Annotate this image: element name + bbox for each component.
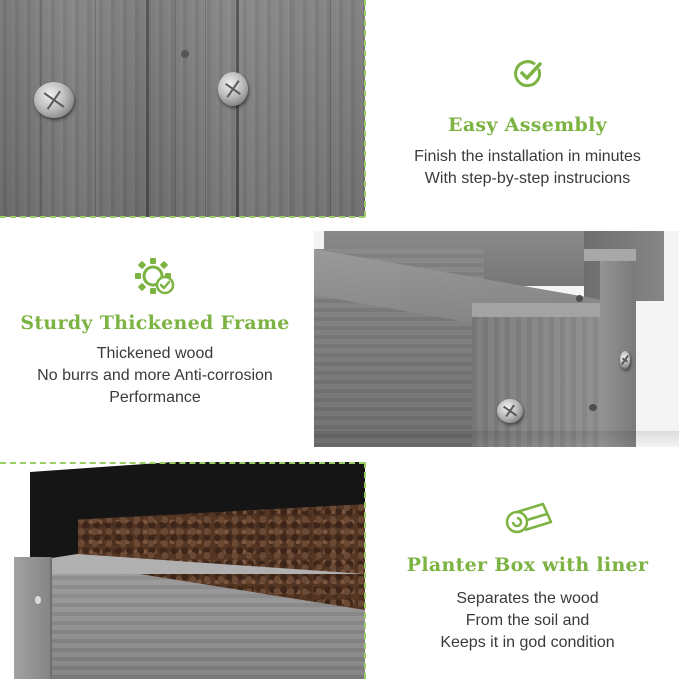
check-circle-icon: [512, 58, 544, 90]
feature-description-line: Separates the wood: [456, 590, 599, 607]
feature-description-line: Performance: [109, 389, 201, 406]
screw-icon: [218, 72, 248, 106]
gear-check-icon: [134, 256, 176, 296]
feature-title: Easy Assembly: [448, 114, 607, 136]
screw-icon: [34, 82, 74, 118]
feature-description-line: Thickened wood: [96, 345, 214, 362]
screw-icon: [497, 399, 523, 423]
feature-title: Planter Box with liner: [406, 554, 649, 576]
feature-description-line: No burrs and more Anti-corrosion: [37, 367, 273, 384]
feature-easy-assembly: [380, 58, 675, 190]
feature-description-line: Keeps it in god condition: [440, 634, 615, 651]
feature-title: Sturdy Thickened Frame: [20, 312, 290, 334]
screw-icon: [620, 351, 630, 369]
feature-description-line: With step-by-step instrucions: [424, 170, 631, 187]
divider: [0, 216, 365, 218]
feature-description-line: Finish the installation in minutes: [414, 148, 641, 165]
wood-screws-photo: [0, 0, 365, 217]
divider: [364, 462, 366, 679]
divider: [0, 462, 365, 464]
liner-roll-icon: [503, 500, 553, 538]
divider: [364, 0, 366, 217]
feature-description-line: From the soil and: [465, 612, 590, 629]
frame-corner-photo: [314, 231, 679, 447]
feature-planter-liner: [380, 500, 675, 654]
feature-sturdy-frame: [5, 256, 305, 409]
planter-soil-photo: [0, 462, 365, 679]
